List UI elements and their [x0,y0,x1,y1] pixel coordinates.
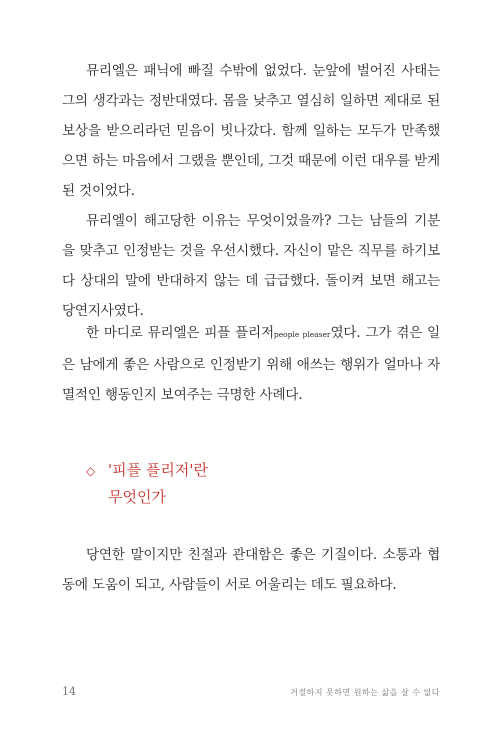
paragraph-3-end: 였다. 그가 겪은 일은 남에게 좋은 사람으로 인정받기 위해 애쓰는 행위가 얼마나 자멸적인 행동인지 보여주는 극명한 사례다. [62,325,440,403]
english-term: people pleaser [273,330,331,339]
section-title-line-1: '피플 플리저'란 [108,461,208,479]
paragraph-4: 당연한 말이지만 친절과 관대함은 좋은 기질이다. 소통과 협동에 도움이 되고, 사람들이 서로 어울리는 데도 필요하다. [62,547,440,593]
paragraph-3-start: 한 마디로 뮤리엘은 피플 플리저 [86,325,274,341]
paragraph-1: 뮤리엘은 패닉에 빠질 수밖에 없었다. 눈앞에 벌어진 사태는 그의 생각과는 정반대였다. 몸을 낮추고 열심히 일하면 제대로 된 보상을 받으리라던 믿음이 빗나갔다. 함께 일하는 모두가 만족했으면 하는 마음에서 그랬을 뿐인데, 그것 때문에 이런 대우를 받게 된 것이었다. [62,63,440,199]
paragraph-3 [62,318,440,410]
section-title-line-2: 무엇인가 [108,488,166,506]
paragraph-2: 뮤리엘이 해고당한 이유는 무엇이었을까? 그는 남들의 기분을 맞추고 인정받는 것을 우선시했다. 자신이 맡은 직무를 하기보다 상대의 말에 반대하지 않는 데 급급했다. 돌이켜 보면 해고는 당연지사였다. [62,213,440,319]
section-heading [86,457,208,510]
page-number: 14 [62,685,76,698]
diamond-icon: ◇ [86,464,96,478]
running-footer-title: 거절하지 못하면 원하는 삶을 살 수 없다 [290,688,440,697]
